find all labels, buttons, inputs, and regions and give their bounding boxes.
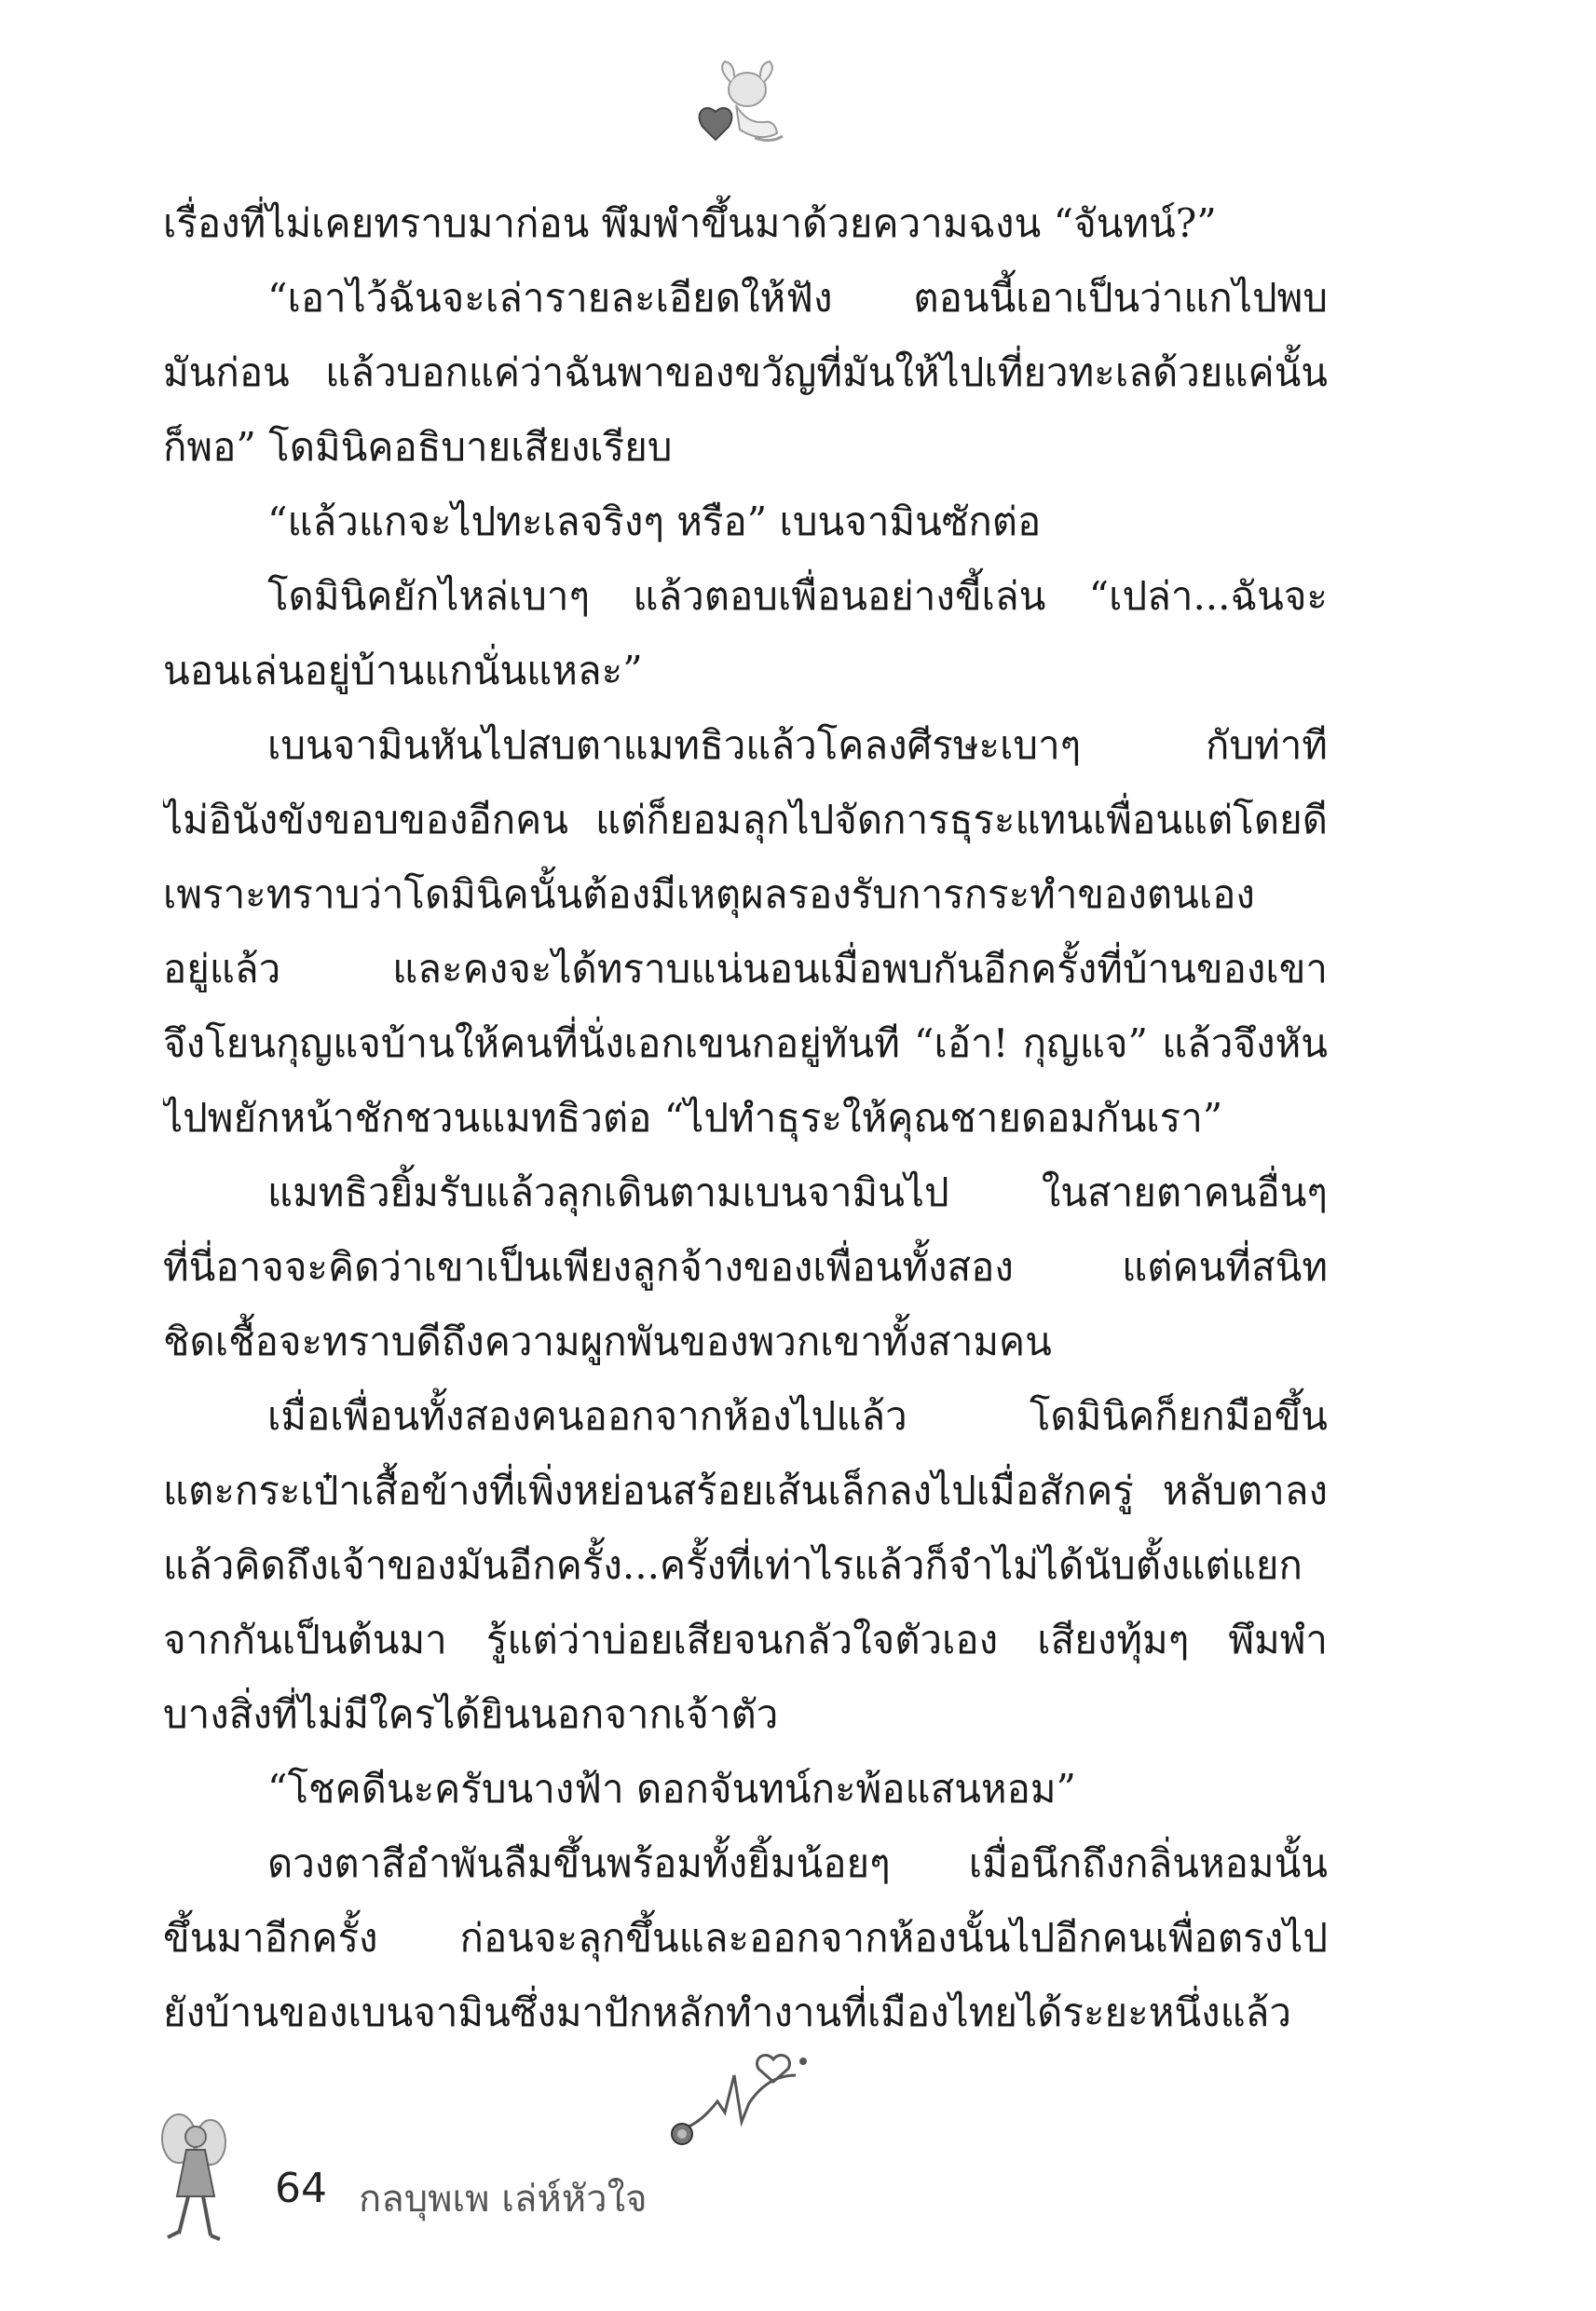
text-line: อยู่แล้ว และคงจะได้ทราบแน่นอนเมื่อพบกันอีกครั้งที่บ้านของเขา — [163, 946, 1328, 991]
text-line: เรื่องที่ไม่เคยทราบมาก่อน พึมพำขึ้นมาด้วยความฉงน “จันทน์?” — [163, 200, 1217, 246]
text-line: “แล้วแกจะไปทะเลจริงๆ หรือ” เบนจามินซักต่อ — [267, 499, 1042, 544]
text-line: ที่นี่อาจจะคิดว่าเขาเป็นเพียงลูกจ้างของเพื่อนทั้งสอง แต่คนที่สนิท — [163, 1244, 1328, 1290]
body-text — [163, 186, 1328, 2050]
text-line: ยังบ้านของเบนจามินซึ่งมาปักหลักทำงานที่เมืองไทยได้ระยะหนึ่งแล้ว — [163, 1990, 1291, 2035]
text-line: ไปพยักหน้าชักชวนแมทธิวต่อ “ไปทำธุระให้คุณชายดอมกันเรา” — [163, 1095, 1223, 1141]
text-line: บางสิ่งที่ไม่มีใครได้ยินนอกจากเจ้าตัว — [163, 1691, 779, 1737]
text-line: โดมินิคยักไหล่เบาๆ แล้วตอบเพื่อนอย่างขี้เล่น “เปล่า...ฉันจะ — [267, 573, 1328, 619]
text-line: ดวงตาสีอำพันลืมขึ้นพร้อมทั้งยิ้มน้อยๆ เมื่อนึกถึงกลิ่นหอมนั้น — [267, 1840, 1328, 1886]
text-line: จากกันเป็นต้นมา รู้แต่ว่าบ่อยเสียจนกลัวใจตัวเอง เสียงทุ้มๆ พึมพำ — [163, 1617, 1328, 1662]
text-line: ขึ้นมาอีกครั้ง ก่อนจะลุกขึ้นและออกจากห้องนั้นไปอีกคนเพื่อตรงไป — [163, 1915, 1328, 1961]
text-line: มันก่อน แล้วบอกแค่ว่าฉันพาของขวัญที่มันให้ไปเที่ยวทะเลด้วยแค่นั้น — [163, 349, 1328, 395]
text-line: จึงโยนกุญแจบ้านให้คนที่นั่งเอกเขนกอยู่ทันที “เอ้า! กุญแจ” แล้วจึงหัน — [163, 1020, 1328, 1066]
text-line: แตะกระเป๋าเสื้อข้างที่เพิ่งหย่อนสร้อยเส้นเล็กลงไปเมื่อสักครู่ หลับตาลง — [163, 1468, 1328, 1513]
text-line: เพราะทราบว่าโดมินิคนั้นต้องมีเหตุผลรองรับการกระทำของตนเอง — [163, 871, 1255, 917]
text-line: ชิดเชื้อจะทราบดีถึงความผูกพันของพวกเขาทั้งสามคน — [163, 1319, 1052, 1364]
text-line: แล้วคิดถึงเจ้าของมันอีกครั้ง...ครั้งที่เท่าไรแล้วก็จำไม่ได้นับตั้งแต่แยก — [163, 1542, 1303, 1588]
text-line: ก็พอ” โดมินิคอธิบายเสียงเรียบ — [163, 424, 673, 470]
page-number: 64 — [275, 2165, 327, 2212]
text-line: “เอาไว้ฉันจะเล่ารายละเอียดให้ฟัง ตอนนี้เอาเป็นว่าแกไปพบ — [267, 275, 1328, 321]
text-line: เบนจามินหันไปสบตาแมทธิวแล้วโคลงศีรษะเบาๆ กับท่าที — [267, 722, 1328, 768]
text-line: ไม่อินังขังขอบของอีกคน แต่ก็ยอมลุกไปจัดการธุระแทนเพื่อนแต่โดยดี — [163, 797, 1328, 842]
text-line: นอนเล่นอยู่บ้านแกนั่นแหละ” — [163, 648, 643, 693]
text-line: “โชคดีนะครับนางฟ้า ดอกจันทน์กะพ้อแสนหอม” — [267, 1766, 1076, 1812]
book-title: กลบุพเพ เล่ห์หัวใจ — [359, 2178, 648, 2221]
page-footer — [158, 2111, 811, 2250]
text-line: แมทธิวยิ้มรับแล้วลุกเดินตามเบนจามินไป ในสายตาคนอื่นๆ — [267, 1169, 1328, 1215]
text-line: เมื่อเพื่อนทั้งสองคนออกจากห้องไปแล้ว โดมินิคก็ยกมือขึ้น — [267, 1393, 1328, 1439]
fairy-icon — [158, 2111, 233, 2250]
cupid-with-heart-icon — [689, 54, 792, 157]
